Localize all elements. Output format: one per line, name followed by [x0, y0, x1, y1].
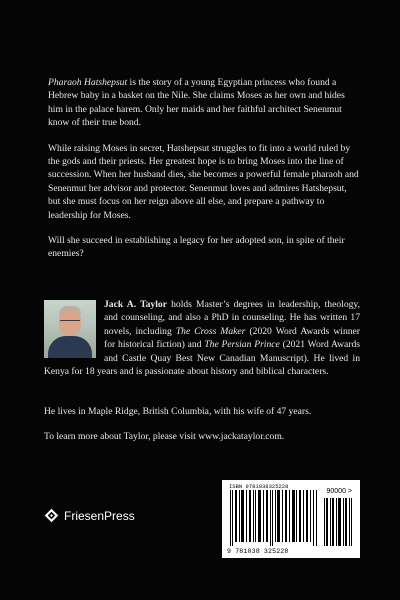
book-title-persian-prince: The Persian Prince	[204, 339, 280, 351]
book-title: Pharaoh Hatshepsut	[48, 77, 128, 88]
isbn-label: ISBN 9781038325228	[229, 483, 289, 490]
author-residence: He lives in Maple Ridge, British Columbia, with his wife of 47 years.	[44, 406, 312, 417]
price-addon-bars	[324, 498, 352, 546]
author-bio-part-1: holds Master’s degrees in leadership, theology, and counseling, and also a PhD in counseling. He has written 17 novels, including	[104, 299, 360, 337]
book-title-cross-maker: The Cross Maker	[175, 325, 246, 337]
blurb-paragraph-2: While raising Moses in secret, Hatshepsut struggles to fit into a world ruled by the gods and their priests. Her greatest hope is to bring Moses into the line of succession. When her husband dies, she becomes a powerful female pharaoh and Senenmut her advisor and protector. Senenmut loves and admires Hatshepsut, but she must focus on her reign above all else, and prepare a pathway to leadership for Moses.	[48, 142, 359, 221]
author-photo	[44, 300, 96, 358]
friesenpress-logo-icon	[44, 508, 59, 523]
author-website: To learn more about Taylor, please visit www.jackataylor.com.	[44, 431, 285, 443]
book-blurb	[48, 76, 360, 273]
author-name: Jack A. Taylor	[104, 299, 167, 310]
blurb-paragraph-1	[48, 76, 360, 130]
barcode-bars	[230, 490, 318, 546]
isbn-digits: 9 781038 325228	[227, 548, 289, 555]
author-bio-part-3: (2021 Word Awards and Castle Quay Best New Canadian Manuscript). He lived in Kenya for 18 years and is passionate about history and biblical characters.	[44, 339, 361, 378]
isbn-barcode	[222, 480, 360, 558]
blurb-paragraph-1-text: is the story of a young Egyptian princess who found a Hebrew baby in a basket on the Nile. She claims Moses as her own and hides him in the palace harem. Only her maids and her faithful architect Senenmut know of their true bond.	[48, 77, 345, 129]
blurb-paragraph-3: Will she succeed in establishing a legacy for her adopted son, in spite of their enemies?	[48, 235, 345, 260]
author-bio	[44, 298, 360, 390]
publisher-logo	[44, 508, 135, 523]
publisher-name: FriesenPress	[64, 508, 135, 523]
author-bio-part-2: (2020 Word Awards winner for historical fiction) and	[104, 325, 360, 351]
price-code: 90000 >	[326, 488, 352, 495]
author-extra	[44, 405, 360, 456]
